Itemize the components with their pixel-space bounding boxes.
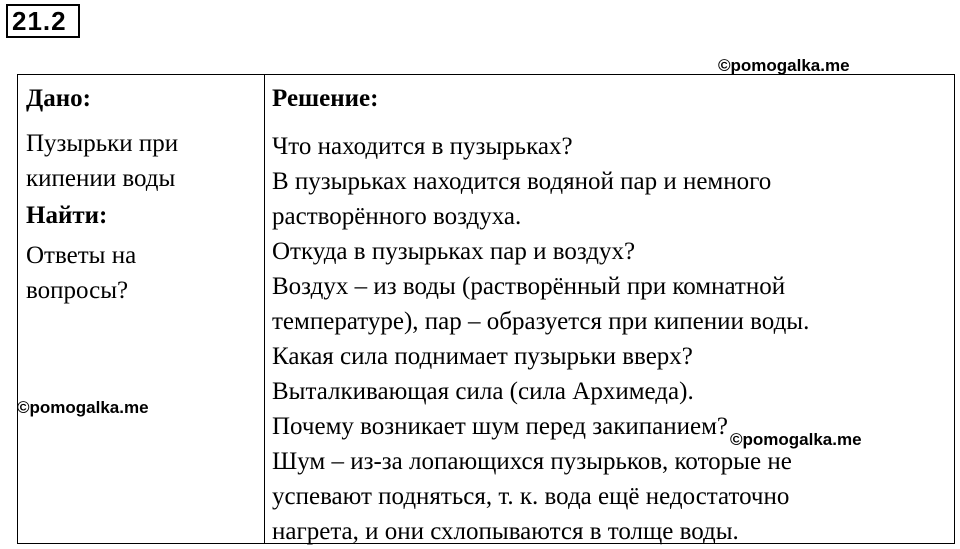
given-line: Пузырьки при: [26, 130, 179, 157]
given-heading: Дано:: [26, 85, 91, 112]
solution-line: Шум – из-за лопающихся пузырьков, которые не: [272, 448, 792, 475]
watermark-left: ©pomogalka.me: [17, 398, 149, 417]
find-text: [26, 238, 258, 308]
solution-line: Что находится в пузырьках?: [272, 133, 573, 160]
solution-line: растворённого воздуха.: [272, 203, 522, 230]
solution-line: Какая сила поднимает пузырьки вверх?: [272, 343, 693, 370]
given-column: [26, 81, 258, 308]
solution-line: Выталкивающая сила (сила Архимеда).: [272, 378, 694, 405]
solution-line: нагрета, и они схлопываются в толще воды.: [272, 518, 739, 545]
solution-line: В пузырьках находится водяной пар и немного: [272, 168, 772, 195]
solution-line: Откуда в пузырьках пар и воздух?: [272, 238, 636, 265]
find-heading: Найти:: [26, 202, 108, 229]
given-text: [26, 126, 258, 196]
watermark-top: ©pomogalka.me: [718, 56, 850, 75]
solution-column: [272, 81, 952, 549]
solution-line: успевают подняться, т. к. вода ещё недостаточно: [272, 483, 790, 510]
solution-table: [17, 74, 955, 544]
solution-heading: Решение:: [272, 85, 379, 112]
given-line: кипении воды: [26, 165, 176, 192]
solution-line: Воздух – из воды (растворённый при комнатной: [272, 273, 786, 300]
task-number: 21.2: [6, 4, 80, 38]
solution-line: температуре), пар – образуется при кипении воды.: [272, 308, 810, 335]
column-divider: [264, 75, 265, 543]
solution-line: Почему возникает шум перед закипанием?: [272, 413, 728, 440]
find-line: вопросы?: [26, 277, 129, 304]
find-line: Ответы на: [26, 242, 137, 269]
watermark-middle: ©pomogalka.me: [730, 430, 862, 449]
solution-text: [272, 129, 952, 549]
